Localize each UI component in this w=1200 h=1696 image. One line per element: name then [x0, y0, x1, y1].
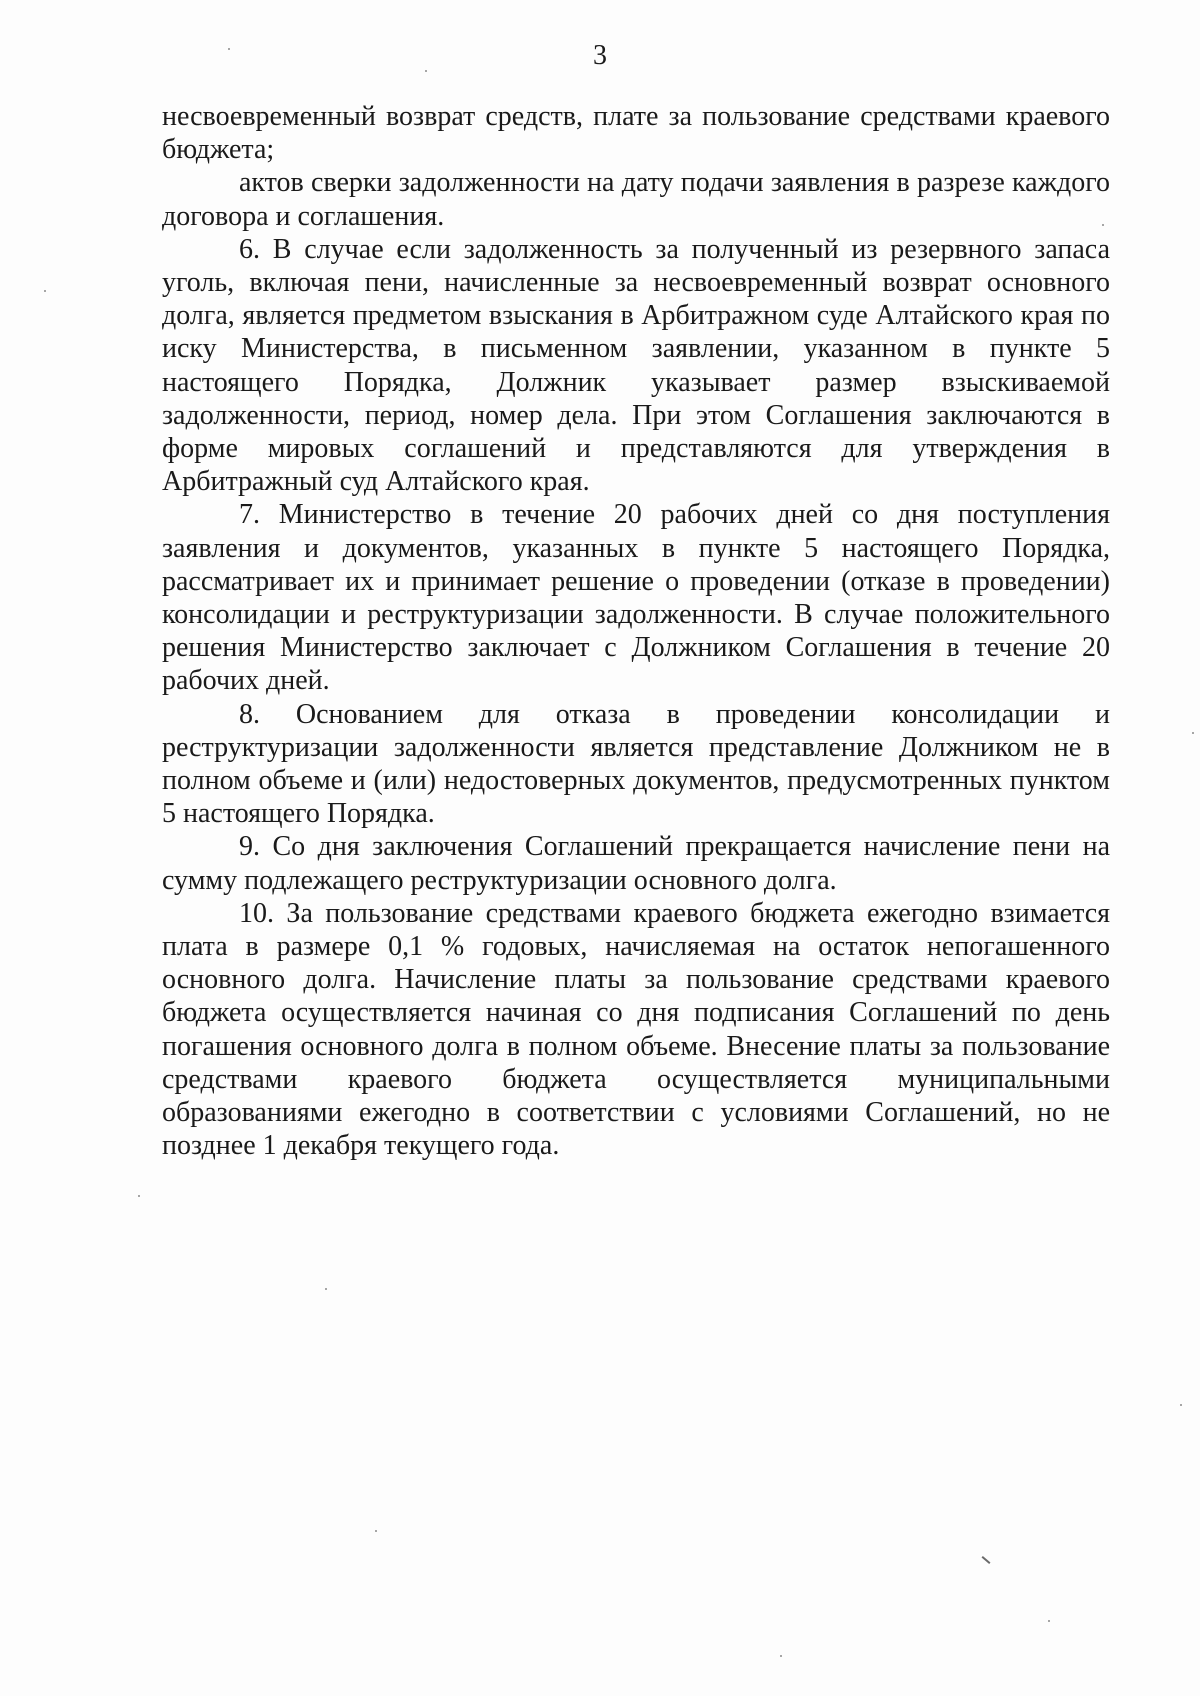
scan-speck — [44, 290, 46, 292]
document-body — [162, 100, 1110, 1163]
scan-speck — [1180, 1404, 1182, 1406]
paragraph-item-9: 9. Со дня заключения Соглашений прекращается начисление пени на сумму подлежащего реструктуризации основного долга. — [162, 831, 1110, 896]
scan-speck — [375, 1530, 377, 1532]
paragraph-reconciliation-acts: актов сверки задолженности на дату подачи заявления в разрезе каждого договора и соглашения. — [162, 167, 1110, 232]
scan-speck — [1192, 732, 1194, 734]
scan-speck — [228, 48, 230, 50]
scan-speck — [425, 70, 427, 72]
scan-speck — [1102, 224, 1104, 226]
paragraph-item-7: 7. Министерство в течение 20 рабочих дней со дня поступления заявления и документов, указанных в пункте 5 настоящего Порядка, рассматривает их и принимает решение о проведении (отказе в проведении) консолидации и реструктуризации задолженности. В случае положительного решения Министерство заключает с Должником Соглашения в течение 20 рабочих дней. — [162, 499, 1110, 697]
paragraph-item-8: 8. Основанием для отказа в проведении консолидации и реструктуризации задолженности является представление Должником не в полном объеме и (или) недостоверных документов, предусмотренных пунктом 5 настоящего Порядка. — [162, 698, 1110, 830]
paragraph-continuation: несвоевременный возврат средств, плате за пользование средствами краевого бюджета; — [162, 101, 1110, 166]
paragraph-item-10: 10. За пользование средствами краевого бюджета ежегодно взимается плата в размере 0,1 % годовых, начисляемая на остаток непогашенного основного долга. Начисление платы за пользование средствами краевого бюджета осуществляется начиная со дня подписания Соглашений по день погашения основного долга в полном объеме. Внесение платы за пользование средствами краевого бюджета осуществляется муниципальными образованиями ежегодно в соответствии с условиями Соглашений, но не позднее 1 декабря текущего года. — [162, 897, 1110, 1162]
scan-speck — [138, 1195, 140, 1197]
page-number: 3 — [593, 40, 607, 71]
scan-speck — [780, 1655, 782, 1657]
paragraph-item-6: 6. В случае если задолженность за полученный из резервного запаса уголь, включая пени, начисленные за несвоевременный возврат основного долга, является предметом взыскания в Арбитражном суде Алтайского края по иску Министерства, в письменном заявлении, указанном в пункте 5 настоящего Порядка, Должник указывает размер взыскиваемой задолженности, период, номер дела. При этом Соглашения заключаются в форме мировых соглашений и представляются для утверждения в Арбитражный суд Алтайского края. — [162, 233, 1110, 498]
scan-speck — [1048, 1620, 1050, 1622]
scan-speck — [325, 1288, 327, 1290]
scan-mark — [982, 1556, 991, 1564]
